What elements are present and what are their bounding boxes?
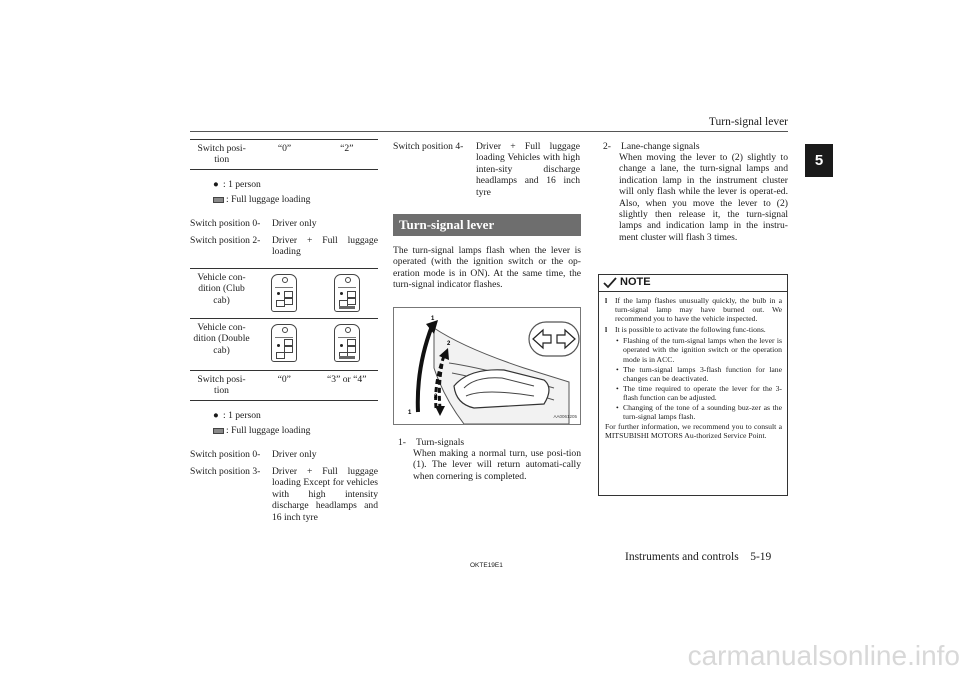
vehicle-load-icon xyxy=(271,274,297,312)
note-box xyxy=(598,274,788,496)
chapter-tab: 5 xyxy=(805,144,833,177)
numbered-item-1: 1- Turn-signals When making a normal turn, use posi-tion (1). The lever will return automati-cally when cornering is completed. xyxy=(398,437,581,482)
callout-1-bottom: 1 xyxy=(408,410,412,416)
callout-2-bottom: 2 xyxy=(434,394,438,400)
bullet-icon: l xyxy=(605,296,608,305)
legend-person: ● : 1 person xyxy=(213,178,261,190)
note-subitem: • Changing of the tone of a sounding buz-zer as the turn-signal lamps flash. xyxy=(616,403,782,422)
vehicle-load-icon xyxy=(271,324,297,362)
note-check-icon xyxy=(603,277,617,289)
person-dot-icon: ● xyxy=(213,409,219,421)
note-subitem: • Flashing of the turn-signal lamps when the lever is operated with the ignition switch or the operation mode is in ACC. xyxy=(616,336,782,364)
lever-diagram-icon xyxy=(394,308,580,424)
legend-person: ● : 1 person xyxy=(213,409,261,421)
running-title: Turn-signal lever xyxy=(708,116,788,128)
callout-2-top: 2 xyxy=(447,341,451,347)
table-col-0: “0” xyxy=(253,140,315,170)
legend-luggage: : Full luggage loading xyxy=(213,423,310,438)
note-item: l If the lamp flashes unusually quickly, the bulb in a turn-signal lamp may have burned out. We recommend you to have the vehicle inspected. xyxy=(605,296,782,324)
table-col-2: “2” xyxy=(316,140,378,170)
note-subitem: • The turn-signal lamps 3-flash function for lane changes can be deactivated. xyxy=(616,364,782,383)
note-item: l It is possible to activate the following func-tions. xyxy=(605,325,766,335)
luggage-swatch-icon xyxy=(213,428,224,434)
watermark: carmanualsonline.info xyxy=(687,640,960,671)
legend-luggage: : Full luggage loading xyxy=(213,192,310,207)
header-rule xyxy=(190,131,788,132)
vehicle-load-icon xyxy=(334,274,360,312)
position-row: Switch position 3- Driver + Full luggage loading Except for vehicles with high intensity discharge headlamps and 16 inch tyre xyxy=(190,466,378,523)
vehicle-condition-table xyxy=(190,268,378,401)
table-header-label: Switch posi-tion xyxy=(190,140,253,170)
luggage-swatch-icon xyxy=(213,197,224,203)
note-header: NOTE xyxy=(599,275,787,292)
intro-paragraph: The turn-signal lamps flash when the lever is operated (with the ignition switch or the op-eration mode is in ON). At the same time, the turn-signal indicator flashes. xyxy=(393,245,581,291)
footer-code: OKTE19E1 xyxy=(470,562,503,569)
legend-1 xyxy=(213,177,310,207)
callout-1-top: 1 xyxy=(431,316,435,322)
vehicle-load-icon xyxy=(334,324,360,362)
position-row: Switch position 0- Driver only xyxy=(190,218,317,229)
person-dot-icon: ● xyxy=(213,178,219,190)
position-row: Switch position 4- Driver + Full luggage loading Vehicles with high inten-sity discharge headlamps and 16 inch tyre xyxy=(393,141,580,198)
vehicle-condition-club-cab: Vehicle con-dition (Club cab) xyxy=(190,269,253,319)
position-row: Switch position 0- Driver only xyxy=(190,449,317,460)
table-col-3-or-4: “3” or “4” xyxy=(316,371,379,401)
note-closing: For further information, we recommend you to consult a MITSUBISHI MOTORS Au-thorized Service Point. xyxy=(605,422,782,441)
section-heading: Turn-signal lever xyxy=(393,214,581,236)
position-row: Switch position 2- Driver + Full luggage loading xyxy=(190,235,378,258)
note-subitem: • The time required to operate the lever for the 3-flash function can be adjusted. xyxy=(616,383,782,402)
bullet-icon: l xyxy=(605,325,608,335)
switch-position-table-1 xyxy=(190,139,378,170)
table-col-0: “0” xyxy=(253,371,315,401)
footer-page: Instruments and controls 5-19 xyxy=(625,551,772,563)
table-footer-label: Switch posi-tion xyxy=(190,371,253,401)
legend-2 xyxy=(213,408,310,438)
turn-signal-lever-figure xyxy=(393,307,581,425)
vehicle-condition-double-cab: Vehicle con-dition (Double cab) xyxy=(190,319,253,371)
numbered-item-2: 2- Lane-change signals When moving the lever to (2) slightly to change a lane, the turn-signal lamps and indication lamp in the instrument cluster will only flash while the lever is operat-ed. Also, when you move the lever to (2) slightly then release it, the turn-signal lamps and indication lamp in the instru-ment cluster will flash 3 times. xyxy=(603,141,788,243)
figure-code: AA0061205 xyxy=(553,413,577,419)
